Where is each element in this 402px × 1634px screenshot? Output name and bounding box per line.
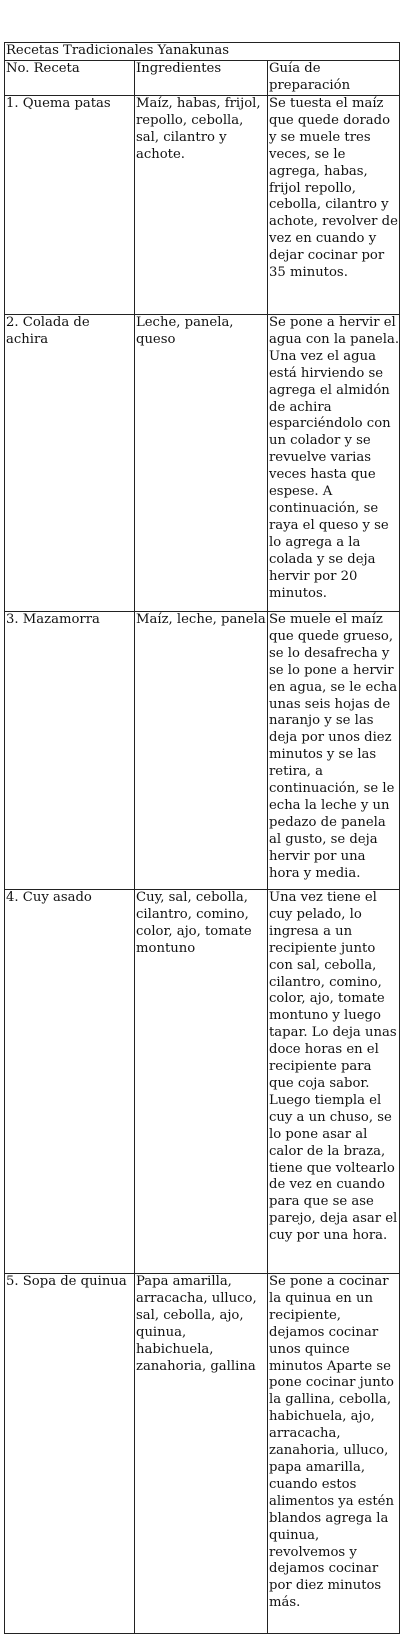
column-header-receta: No. Receta [5, 61, 135, 96]
recipe-preparation: Se muele el maíz que quede grueso, se lo desafrecha y se lo pone a hervir en agua, se le echa unas seis hojas de naranjo y se las deja por unos diez minutos y se las retira, a continuación, se le echa la leche y un pedazo de panela al gusto, se deja hervir por una hora y media. [268, 612, 400, 890]
table-row [5, 96, 400, 315]
recipes-table [4, 42, 400, 1634]
table-row [5, 1274, 400, 1634]
recipe-ingredients: Maíz, habas, frijol, repollo, cebolla, sal, cilantro y achote. [135, 96, 268, 315]
table-header-row [5, 61, 400, 96]
table-row [5, 315, 400, 612]
recipe-name: 3. Mazamorra [5, 612, 135, 890]
recipe-ingredients: Papa amarilla, arracacha, ulluco, sal, cebolla, ajo, quinua, habichuela, zanahoria, gallina [135, 1274, 268, 1634]
recipe-name: 2. Colada de achira [5, 315, 135, 612]
table-title-row [5, 43, 400, 61]
recipe-preparation: Una vez tiene el cuy pelado, lo ingresa a un recipiente junto con sal, cebolla, cilantro, comino, color, ajo, tomate montuno y luego tapar. Lo deja unas doce horas en el recipiente para que coja sabor. Luego tiempla el cuy a un chuso, se lo pone asar al calor de la braza, tiene que voltearlo de vez en cuando para que se ase parejo, deja asar el cuy por una hora. [268, 890, 400, 1274]
recipe-name: 4. Cuy asado [5, 890, 135, 1274]
recipe-preparation: Se pone a cocinar la quinua en un recipiente, dejamos cocinar unos quince minutos Aparte se pone cocinar junto la gallina, cebolla, habichuela, ajo, arracacha, zanahoria, ulluco, papa amarilla, cuando estos alimentos ya estén blandos agrega la quinua, revolvemos y dejamos cocinar por diez minutos más. [268, 1274, 400, 1634]
table-title: Recetas Tradicionales Yanakunas [5, 43, 400, 61]
recipe-preparation: Se tuesta el maíz que quede dorado y se muele tres veces, se le agrega, habas, frijol repollo, cebolla, cilantro y achote, revolver de vez en cuando y dejar cocinar por 35 minutos. [268, 96, 400, 315]
recipe-ingredients: Maíz, leche, panela [135, 612, 268, 890]
recipe-name: 5. Sopa de quinua [5, 1274, 135, 1634]
column-header-preparacion: Guía de preparación [268, 61, 400, 96]
column-header-ingredientes: Ingredientes [135, 61, 268, 96]
recipe-name: 1. Quema patas [5, 96, 135, 315]
recipe-ingredients: Cuy, sal, cebolla, cilantro, comino, color, ajo, tomate montuno [135, 890, 268, 1274]
table-row [5, 890, 400, 1274]
recipe-ingredients: Leche, panela, queso [135, 315, 268, 612]
recipe-preparation: Se pone a hervir el agua con la panela. Una vez el agua está hirviendo se agrega el almidón de achira esparciéndolo con un colador y se revuelve varias veces hasta que espese. A continuación, se raya el queso y se lo agrega a la colada y se deja hervir por 20 minutos. [268, 315, 400, 612]
table-row [5, 612, 400, 890]
